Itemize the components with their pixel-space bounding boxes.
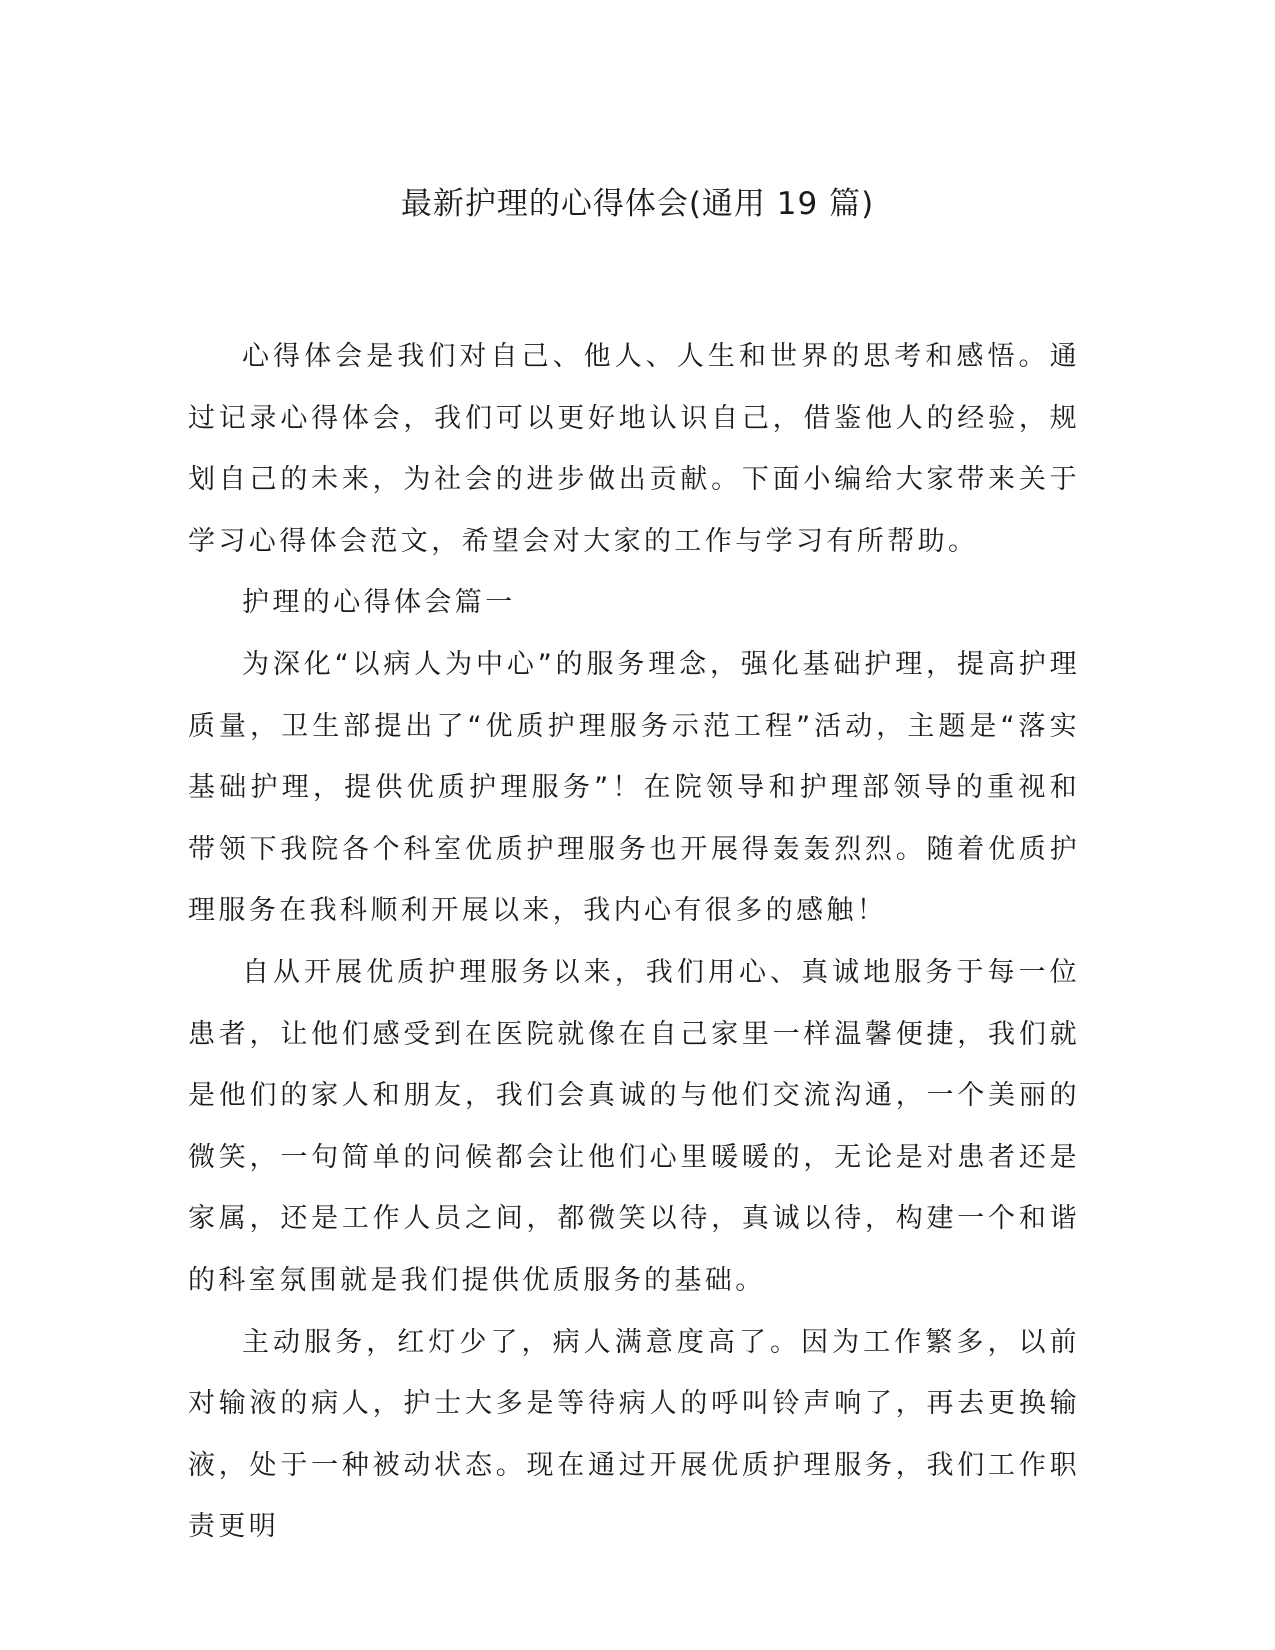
body-paragraph: 为深化“以病人为中心”的服务理念，强化基础护理，提高护理质量，卫生部提出了“优质护理服务示范工程”活动，主题是“落实基础护理，提供优质护理服务”！在院领导和护理部领导的重视和带领下我院各个科室优质护理服务也开展得轰轰烈烈。随着优质护理服务在我科顺利开展以来，我内心有很多的感触！ [188,648,1080,927]
document-body [188,326,1080,1558]
intro-paragraph: 心得体会是我们对自己、他人、人生和世界的思考和感悟。通过记录心得体会，我们可以更好地认识自己，借鉴他人的经验，规划自己的未来，为社会的进步做出贡献。下面小编给大家带来关于学习心得体会范文，希望会对大家的工作与学习有所帮助。 [188,341,1080,557]
section-heading: 护理的心得体会篇一 [242,587,516,619]
document-title: 最新护理的心得体会(通用 19 篇) [400,186,875,222]
body-paragraph: 自从开展优质护理服务以来，我们用心、真诚地服务于每一位患者，让他们感受到在医院就像在自己家里一样温馨便捷，我们就是他们的家人和朋友，我们会真诚的与他们交流沟通，一个美丽的微笑，一句简单的问候都会让他们心里暖暖的，无论是对患者还是家属，还是工作人员之间，都微笑以待，真诚以待，构建一个和谐的科室氛围就是我们提供优质服务的基础。 [188,956,1080,1296]
body-paragraph: 主动服务，红灯少了，病人满意度高了。因为工作繁多，以前对输液的病人，护士大多是等待病人的呼叫铃声响了，再去更换输液，处于一种被动状态。现在通过开展优质护理服务，我们工作职责更明 [188,1326,1080,1543]
